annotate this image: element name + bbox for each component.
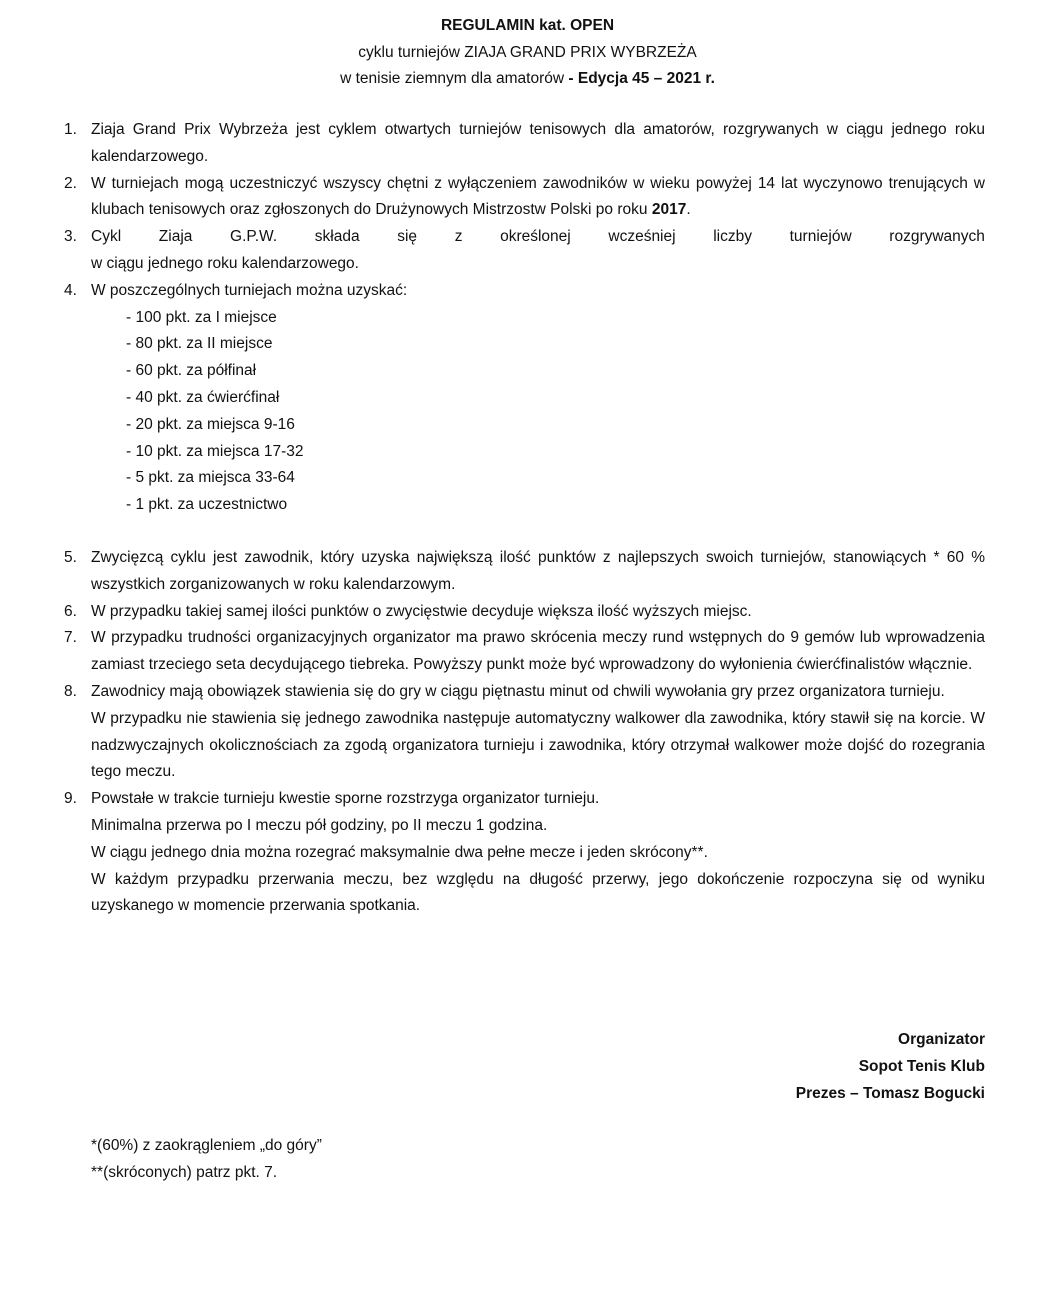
rule-8-first: Zawodnicy mają obowiązek stawienia się do gry w ciągu piętnastu minut od chwili wywołania gry przez organizatora turnieju. — [91, 682, 945, 700]
rule-number: 6. — [64, 602, 77, 620]
word: G.P.W. — [230, 228, 278, 246]
edition-prefix: w tenisie ziemnym dla amatorów — [340, 70, 565, 87]
rule-8-continuation: W przypadku nie stawienia się jednego zawodnika następuje automatyczny walkower dla zawodnika, który stawił się na korcie. W nadzwyczajnych okolicznościach za zgodą organizatora turnieju i zawodnika, który otrzymał walkower może dojść do rozegrania tego meczu. — [91, 709, 985, 781]
points-item: - 10 pkt. za miejsca 17-32 — [126, 442, 304, 460]
points-item: - 20 pkt. za miejsca 9-16 — [126, 415, 295, 433]
rule-text — [91, 171, 985, 225]
rule-number: 3. — [64, 228, 77, 246]
signature-club: Sopot Tenis Klub — [858, 1058, 985, 1075]
footnote-1: *(60%) z zaokrągleniem „do góry” — [91, 1137, 322, 1154]
word: rozgrywanych — [889, 228, 985, 246]
points-item: - 60 pkt. za półfinał — [126, 362, 257, 380]
word: określonej — [500, 228, 571, 246]
rule-text: W przypadku takiej samej ilości punktów o zwycięstwie decyduje większa ilość wyższych miejsc. — [91, 602, 752, 620]
edition-number: - Edycja 45 – 2021 r. — [564, 70, 715, 87]
points-item: - 5 pkt. za miejsca 33-64 — [126, 469, 295, 487]
rule-text — [91, 786, 985, 920]
rule-2 — [64, 171, 985, 225]
rules-list — [64, 117, 985, 920]
rule-5 — [64, 545, 985, 599]
document-header — [0, 13, 1055, 93]
signature-president: Prezes – Tomasz Bogucki — [795, 1085, 985, 1102]
rule-9 — [64, 786, 985, 920]
rule-9-interruption: W każdym przypadku przerwania meczu, bez względu na długość przerwy, jego dokończenie rozpoczyna się od wyniku uzyskanego w momencie przerwania spotkania. — [91, 870, 985, 915]
rule-text-main: W turniejach mogą uczestniczyć wszyscy chętni z wyłączeniem zawodników w wieku powyżej 14 lat wyczynowo trenujących w klubach tenisowych oraz zgłoszonych do Drużynowych Mistrzostw Polski po roku — [91, 174, 985, 219]
rule-3 — [64, 224, 985, 278]
points-item: - 80 pkt. za II miejsce — [126, 335, 273, 353]
rule-3-first-line — [91, 224, 985, 251]
paragraph-gap — [64, 519, 985, 545]
word: turniejów — [789, 228, 852, 246]
rule-9-break-times: Minimalna przerwa po I meczu pół godziny, po II meczu 1 godzina. — [91, 816, 548, 834]
organizer-signature — [796, 1026, 985, 1107]
rule-6 — [64, 599, 985, 626]
word: wcześniej — [608, 228, 676, 246]
points-item: - 1 pkt. za uczestnictwo — [126, 496, 288, 514]
rule-9-daily-limit: W ciągu jednego dnia można rozegrać maksymalnie dwa pełne mecze i jeden skrócony**. — [91, 843, 708, 861]
word: składa — [314, 228, 360, 246]
rule-number: 2. — [64, 174, 77, 192]
rule-number: 4. — [64, 281, 77, 299]
rule-4 — [64, 278, 985, 305]
rule-number: 8. — [64, 682, 77, 700]
word: Cykl — [91, 228, 122, 246]
points-list — [64, 305, 985, 519]
word: się — [397, 228, 418, 246]
rule-text — [91, 679, 985, 786]
rule-number: 7. — [64, 629, 77, 647]
rule-number: 1. — [64, 121, 77, 138]
document-subtitle: cyklu turniejów ZIAJA GRAND PRIX WYBRZEŻA — [358, 43, 697, 61]
rule-text-end: . — [686, 201, 691, 219]
word: z — [454, 228, 463, 246]
document-edition-line — [0, 66, 1055, 93]
rule-number: 9. — [64, 790, 77, 808]
rule-text: W przypadku trudności organizacyjnych organizator ma prawo skrócenia meczy rund wstępnych do 9 gemów lub wprowadzenia zamiast trzeciego seta decydującego tiebreka. Powyższy punkt może być wprowadzony do wyłonienia ćwierćfinalistów włącznie. — [91, 629, 985, 674]
rule-7 — [64, 625, 985, 679]
rule-year: 2017 — [651, 201, 687, 219]
rule-8 — [64, 679, 985, 786]
points-item: - 100 pkt. za I miejsce — [126, 308, 277, 326]
rule-1 — [64, 117, 985, 171]
rule-number: 5. — [64, 548, 77, 566]
signature-role: Organizator — [898, 1031, 985, 1048]
points-item: - 40 pkt. za ćwierćfinał — [126, 388, 280, 406]
word: Ziaja — [158, 228, 193, 246]
rule-text: W poszczególnych turniejach można uzyskać: — [91, 281, 408, 299]
footnote-2: **(skróconych) patrz pkt. 7. — [91, 1163, 278, 1181]
rule-3-continuation: w ciągu jednego roku kalendarzowego. — [91, 254, 359, 272]
rule-text — [91, 224, 985, 278]
word: liczby — [713, 228, 752, 246]
rule-text: Zwycięzcą cyklu jest zawodnik, który uzyska największą ilość punktów z najlepszych swoich turniejów, stanowiących * 60 % wszystkich zorganizowanych w roku kalendarzowym. — [91, 548, 985, 593]
rule-9-first: Powstałe w trakcie turnieju kwestie sporne rozstrzyga organizator turnieju. — [91, 790, 600, 808]
rule-text: Ziaja Grand Prix Wybrzeża jest cyklem otwartych turniejów tenisowych dla amatorów, rozgrywanych w ciągu jednego roku kalendarzowego. — [91, 121, 985, 165]
document-title: REGULAMIN kat. OPEN — [440, 17, 615, 34]
footnotes — [91, 1133, 322, 1186]
